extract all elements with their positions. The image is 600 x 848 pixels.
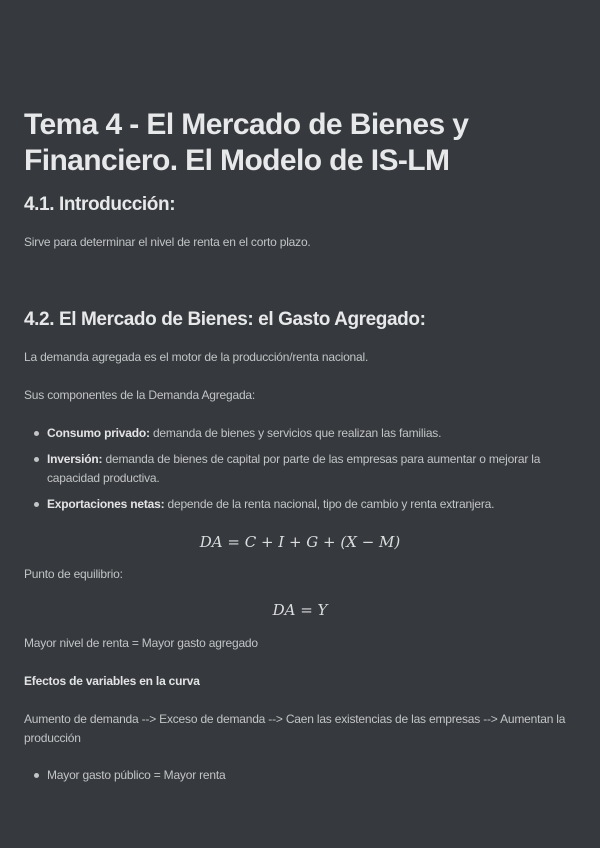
components-list (24, 424, 580, 514)
effects-heading: Efectos de variables en la curva (24, 674, 200, 688)
component-description: demanda de bienes y servicios que realizan las familias. (149, 426, 442, 440)
paragraph-mayor-renta: Mayor nivel de renta = Mayor gasto agregado (24, 636, 258, 650)
introduccion-text: Sirve para determinar el nivel de renta en el corto plazo. (24, 235, 311, 249)
formula-demanda-agregada: DA = C + I + G + (X − M) (199, 533, 401, 551)
component-term: Exportaciones netas: (47, 497, 165, 511)
effects-list (24, 766, 580, 785)
paragraph-demanda-agregada: La demanda agregada es el motor de la producción/renta nacional. (24, 350, 369, 364)
page-title: Tema 4 - El Mercado de Bienes y Financiero. El Modelo de IS-LM (24, 108, 469, 177)
list-item: Mayor gasto público = Mayor renta (24, 766, 580, 785)
section-heading-introduccion: 4.1. Introducción: (24, 194, 176, 215)
formula-equilibrio: DA = Y (272, 601, 328, 619)
paragraph-componentes: Sus componentes de la Demanda Agregada: (24, 388, 256, 402)
component-term: Inversión: (47, 452, 103, 466)
equilibrium-label: Punto de equilibrio: (24, 567, 123, 581)
component-description: depende de la renta nacional, tipo de cambio y renta extranjera. (164, 497, 495, 511)
list-item (24, 495, 580, 514)
paragraph-aumento-demanda: Aumento de demanda --> Exceso de demanda --> Caen las existencias de las empresas --> Aumentan la producción (24, 712, 566, 745)
list-item (24, 450, 580, 488)
section-heading-mercado-bienes: 4.2. El Mercado de Bienes: el Gasto Agregado: (24, 309, 426, 330)
list-item (24, 424, 580, 443)
component-description: demanda de bienes de capital por parte de las empresas para aumentar o mejorar la capacidad productiva. (47, 452, 541, 485)
component-term: Consumo privado: (47, 426, 150, 440)
